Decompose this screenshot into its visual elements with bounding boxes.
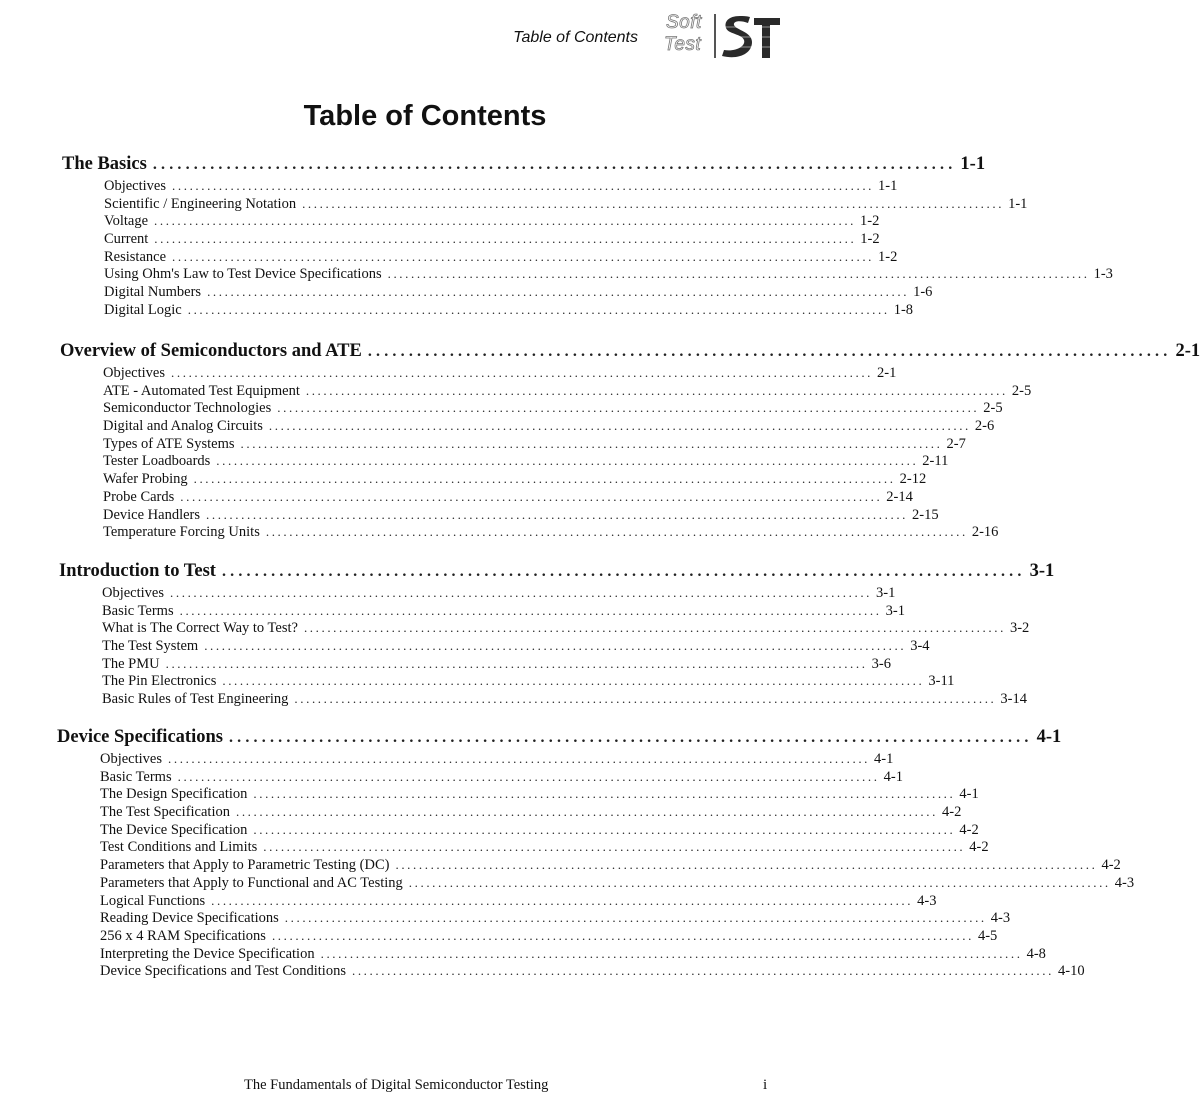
toc-entry[interactable] (100, 803, 962, 821)
chapter-overview-semiconductors-ate (0, 341, 1200, 541)
entry-title: Resistance (104, 248, 167, 265)
entry-title: Parameters that Apply to Parametric Testing (DC) (100, 857, 390, 874)
entry-title: Basic Terms (102, 602, 174, 619)
entry-page: 3-11 (928, 673, 955, 690)
toc-entry[interactable] (104, 195, 1028, 213)
entry-title: Interpreting the Device Specification (100, 945, 315, 962)
chapter-title: Introduction to Test (59, 561, 216, 581)
entry-page: 4-2 (1101, 857, 1121, 874)
dot-leader: ........................................................................................................................ (240, 435, 943, 451)
entry-title: Reading Device Specifications (100, 910, 279, 927)
dot-leader: ........................................................................................................................ (253, 821, 956, 837)
dot-leader: ........................................................................................................................ (284, 910, 987, 926)
entry-title: Objectives (100, 751, 163, 767)
dot-leader: ........................................................................................................................ (154, 231, 857, 247)
dot-leader: ........................................................................................................................ (180, 488, 883, 504)
toc-entry[interactable] (100, 838, 989, 856)
chapter-title: Overview of Semiconductors and ATE (60, 341, 362, 361)
toc-entry[interactable] (103, 399, 1003, 417)
entry-title: Temperature Forcing Units (103, 524, 260, 541)
logo-text-top: Soft (666, 12, 702, 33)
entry-title: Digital Numbers (104, 284, 202, 301)
logo-text-bottom: Test (664, 34, 702, 55)
dot-leader: ........................................................................................................................ (172, 178, 875, 193)
entry-title: Semiconductor Technologies (103, 400, 272, 417)
entry-page: 4-2 (969, 839, 989, 856)
entry-page: 1-1 (878, 178, 898, 194)
dot-leader: .................................................................................................. (221, 563, 1026, 580)
entry-title: Digital Logic (104, 301, 182, 318)
entry-page: 4-3 (990, 910, 1011, 927)
dot-leader: ........................................................................................................................ (408, 874, 1111, 890)
entry-page: 4-2 (959, 821, 979, 838)
entry-page: 4-1 (959, 786, 979, 803)
dot-leader: ........................................................................................................................ (277, 400, 980, 416)
st-logo-icon (718, 12, 782, 60)
entry-title: The Test System (102, 638, 199, 655)
entry-page: 2-5 (1011, 382, 1032, 399)
dot-leader: ........................................................................................................................ (294, 691, 997, 707)
entry-page: 3-1 (885, 602, 905, 619)
entry-page: 1-1 (1008, 195, 1028, 212)
dot-leader: ........................................................................................................................ (268, 418, 971, 434)
entry-title: Test Conditions and Limits (100, 839, 258, 856)
toc-entry[interactable] (103, 435, 966, 453)
entry-title: Objectives (102, 585, 165, 601)
entry-page: 2-6 (974, 418, 995, 435)
entry-title: Scientific / Engineering Notation (104, 195, 297, 212)
toc-entry[interactable] (100, 768, 903, 786)
entry-page: 3-1 (876, 585, 896, 601)
toc-entry[interactable] (103, 506, 939, 524)
dot-leader: ........................................................................................................................ (171, 365, 874, 380)
entry-page: 2-16 (971, 524, 999, 541)
entry-page: 2-5 (983, 400, 1003, 417)
chapter-heading[interactable] (57, 727, 1062, 751)
footer-page-number: i (763, 1077, 768, 1093)
entry-page: 2-15 (912, 506, 939, 523)
toc-entry[interactable] (100, 785, 979, 803)
entry-title: Objectives (103, 365, 166, 381)
toc-entry[interactable] (104, 230, 880, 248)
entry-title: ATE - Automated Test Equipment (103, 382, 300, 399)
toc-entry[interactable] (104, 283, 933, 301)
dot-leader: ........................................................................................................................ (253, 786, 956, 802)
toc-entry[interactable] (102, 690, 1027, 708)
entry-page: 4-3 (917, 892, 937, 909)
toc-entry[interactable] (102, 619, 1030, 637)
dot-leader: ........................................................................................................................ (387, 266, 1090, 282)
toc-entry[interactable] (104, 301, 914, 319)
toc-entry[interactable] (100, 909, 1011, 927)
chapter-heading[interactable] (62, 154, 986, 178)
entry-title: Current (104, 231, 149, 248)
chapter-title: The Basics (62, 154, 147, 174)
chapter-page: 2-1 (1175, 341, 1200, 361)
entry-title: Tester Loadboards (103, 453, 211, 470)
running-header-title: Table of Contents (513, 29, 638, 46)
entry-title: The Design Specification (100, 786, 248, 803)
chapter-introduction-to-test (0, 561, 1055, 708)
toc-entry[interactable] (102, 672, 955, 690)
entry-title: Digital and Analog Circuits (103, 418, 263, 435)
dot-leader: ........................................................................................................................ (302, 195, 1005, 211)
entry-page: 1-2 (878, 248, 898, 265)
entry-title: Device Specifications and Test Conditions (100, 963, 346, 980)
dot-leader: ........................................................................................................................ (172, 248, 875, 264)
toc-entry[interactable] (104, 248, 898, 266)
chapter-page: 3-1 (1029, 561, 1055, 581)
entry-page: 3-6 (871, 655, 891, 672)
dot-leader: ........................................................................................................................ (395, 857, 1098, 873)
softtest-logo (660, 12, 782, 62)
chapter-heading[interactable] (60, 341, 1200, 365)
entry-title: The Device Specification (100, 821, 248, 838)
toc-entry[interactable] (100, 856, 1121, 874)
dot-leader: ........................................................................................................................ (263, 839, 966, 855)
dot-leader: ........................................................................................................................ (303, 620, 1006, 636)
dot-leader: ........................................................................................................................ (222, 673, 925, 689)
entry-page: 4-1 (883, 768, 903, 785)
entry-title: Objectives (104, 178, 167, 194)
dot-leader: ........................................................................................................................ (235, 804, 938, 820)
dot-leader: .................................................................................................. (152, 156, 957, 173)
entry-title: Basic Rules of Test Engineering (102, 691, 289, 708)
entry-page: 3-4 (910, 638, 930, 655)
entry-title: 256 x 4 RAM Specifications (100, 927, 266, 944)
entry-page: 1-8 (893, 301, 914, 318)
entry-page: 2-7 (946, 435, 966, 452)
toc-entry[interactable] (103, 470, 927, 488)
chapter-device-specifications (0, 727, 1135, 980)
dot-leader: ........................................................................................................................ (193, 471, 896, 487)
toc-entry[interactable] (100, 750, 894, 768)
toc-entry[interactable] (100, 892, 937, 910)
entry-title: Types of ATE Systems (103, 435, 235, 452)
entry-page: 2-14 (886, 488, 913, 505)
entry-page: 4-3 (1114, 874, 1135, 891)
toc-entry[interactable] (100, 945, 1046, 963)
entry-page: 4-10 (1057, 963, 1085, 980)
entry-page: 4-5 (977, 927, 998, 944)
entry-page: 2-12 (899, 471, 927, 488)
toc-entry[interactable] (104, 177, 898, 195)
toc-entry[interactable] (104, 212, 880, 230)
entry-title: The Pin Electronics (102, 673, 217, 690)
toc-entry[interactable] (103, 452, 949, 470)
toc-entry[interactable] (103, 364, 897, 382)
toc-entry[interactable] (100, 962, 1085, 980)
toc-entry[interactable] (102, 637, 930, 655)
entry-page: 4-1 (874, 751, 894, 767)
page-title: Table of Contents (303, 100, 547, 132)
entry-page: 4-8 (1026, 945, 1046, 962)
dot-leader: ........................................................................................................................ (204, 638, 907, 654)
toc-entry[interactable] (103, 523, 999, 541)
chapter-page: 4-1 (1036, 727, 1062, 747)
entry-page: 3-14 (1000, 691, 1027, 708)
entry-page: 3-2 (1009, 620, 1030, 637)
dot-leader: ........................................................................................................................ (265, 524, 968, 540)
chapter-title: Device Specifications (57, 727, 223, 747)
toc-entry[interactable] (100, 821, 979, 839)
dot-leader: ........................................................................................................................ (305, 382, 1008, 398)
entry-page: 4-2 (941, 804, 962, 821)
dot-leader: ........................................................................................................................ (179, 602, 882, 618)
logo-divider (714, 14, 716, 58)
entry-title: Logical Functions (100, 892, 206, 909)
entry-title: Device Handlers (103, 506, 201, 523)
entry-title: Using Ohm's Law to Test Device Specifications (104, 266, 382, 283)
entry-page: 1-2 (860, 231, 880, 248)
entry-title: Wafer Probing (103, 471, 188, 488)
dot-leader: .................................................................................................. (228, 729, 1033, 746)
dot-leader: ........................................................................................................................ (351, 963, 1054, 979)
toc-entry[interactable] (104, 265, 1113, 283)
entry-title: The PMU (102, 655, 160, 672)
footer-book-title: The Fundamentals of Digital Semiconductor Testing (244, 1077, 549, 1093)
dot-leader: ........................................................................................................................ (207, 284, 910, 300)
dot-leader: ........................................................................................................................ (170, 585, 873, 600)
entry-title: What is The Correct Way to Test? (102, 620, 298, 637)
toc-entry[interactable] (102, 584, 896, 602)
dot-leader: ........................................................................................................................ (165, 655, 868, 671)
dot-leader: ........................................................................................................................ (216, 453, 919, 469)
dot-leader: ........................................................................................................................ (187, 301, 890, 317)
entry-page: 1-6 (913, 284, 933, 301)
toc-entry[interactable] (102, 602, 905, 620)
toc-entry[interactable] (103, 488, 913, 506)
entry-page: 2-1 (877, 365, 897, 381)
entry-title: Basic Terms (100, 768, 172, 785)
toc-entry[interactable] (103, 417, 995, 435)
dot-leader: ........................................................................................................................ (206, 506, 909, 522)
entry-title: Parameters that Apply to Functional and AC Testing (100, 874, 403, 891)
dot-leader: ........................................................................................................................ (154, 213, 857, 229)
dot-leader: ........................................................................................................................ (271, 927, 974, 943)
dot-leader: ........................................................................................................................ (177, 768, 880, 784)
dot-leader: ........................................................................................................................ (211, 892, 914, 908)
chapter-the-basics (0, 154, 1113, 319)
entry-title: Probe Cards (103, 488, 175, 505)
dot-leader: ........................................................................................................................ (320, 945, 1023, 961)
entry-title: The Test Specification (100, 804, 230, 821)
dot-leader: .................................................................................................. (367, 343, 1172, 360)
entry-page: 1-2 (860, 213, 880, 230)
toc-entry[interactable] (100, 927, 998, 945)
chapter-page: 1-1 (960, 154, 986, 174)
toc-entry[interactable] (102, 655, 891, 673)
toc-entry[interactable] (100, 874, 1135, 892)
entry-page: 1-3 (1093, 266, 1113, 283)
chapter-heading[interactable] (59, 561, 1055, 585)
toc-entry[interactable] (103, 382, 1032, 400)
entry-title: Voltage (104, 213, 149, 230)
entry-page: 2-11 (922, 453, 949, 470)
dot-leader: ........................................................................................................................ (168, 751, 871, 766)
